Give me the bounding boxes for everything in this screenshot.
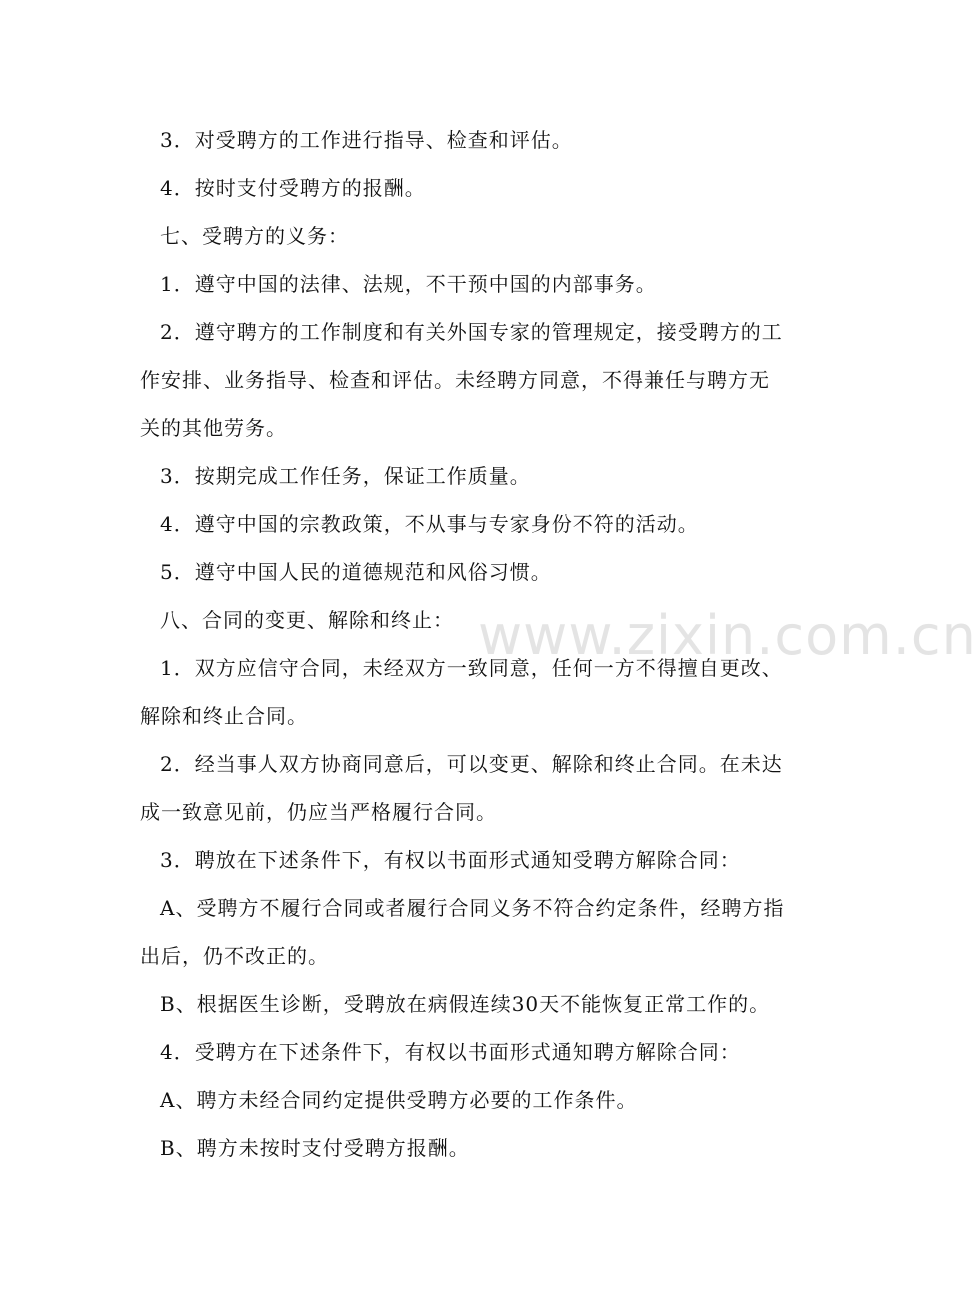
paragraph-employer-duty-3: 3．对受聘方的工作进行指导、检查和评估。 xyxy=(160,128,573,152)
paragraph-employee-duty-1: 1．遵守中国的法律、法规，不干预中国的内部事务。 xyxy=(160,272,657,296)
paragraph-employee-duty-2: 2．遵守聘方的工作制度和有关外国专家的管理规定，接受聘方的工作安排、业务指导、检查和评估。未经聘方同意，不得兼任与聘方无关的其他劳务。 xyxy=(140,320,783,440)
paragraph-clause-4-item-b: B、聘方未按时支付受聘方报酬。 xyxy=(160,1136,470,1160)
document-body xyxy=(140,116,788,1172)
paragraph-change-clause-1: 1．双方应信守合同，未经双方一致同意，任何一方不得擅自更改、解除和终止合同。 xyxy=(140,656,783,728)
paragraph-employee-duty-3: 3．按期完成工作任务，保证工作质量。 xyxy=(160,464,531,488)
paragraph-clause-4-item-a: A、聘方未经合同约定提供受聘方必要的工作条件。 xyxy=(160,1088,638,1112)
section-heading-contract-changes: 八、合同的变更、解除和终止： xyxy=(160,608,454,632)
paragraph-clause-3-item-b: B、根据医生诊断，受聘放在病假连续30天不能恢复正常工作的。 xyxy=(160,992,771,1016)
paragraph-change-clause-3: 3．聘放在下述条件下，有权以书面形式通知受聘方解除合同： xyxy=(160,848,741,872)
paragraph-employee-duty-4: 4．遵守中国的宗教政策，不从事与专家身份不符的活动。 xyxy=(160,512,699,536)
paragraph-change-clause-2: 2．经当事人双方协商同意后，可以变更、解除和终止合同。在未达成一致意见前，仍应当严格履行合同。 xyxy=(140,752,783,824)
paragraph-clause-3-item-a: A、受聘方不履行合同或者履行合同义务不符合约定条件，经聘方指出后，仍不改正的。 xyxy=(140,896,785,968)
paragraph-change-clause-4: 4．受聘方在下述条件下，有权以书面形式通知聘方解除合同： xyxy=(160,1040,741,1064)
watermark: www.zixin.com.cn xyxy=(478,604,977,667)
section-heading-employee-duties: 七、受聘方的义务： xyxy=(160,224,349,248)
paragraph-employer-duty-4: 4．按时支付受聘方的报酬。 xyxy=(160,176,426,200)
paragraph-employee-duty-5: 5．遵守中国人民的道德规范和风俗习惯。 xyxy=(160,560,552,584)
